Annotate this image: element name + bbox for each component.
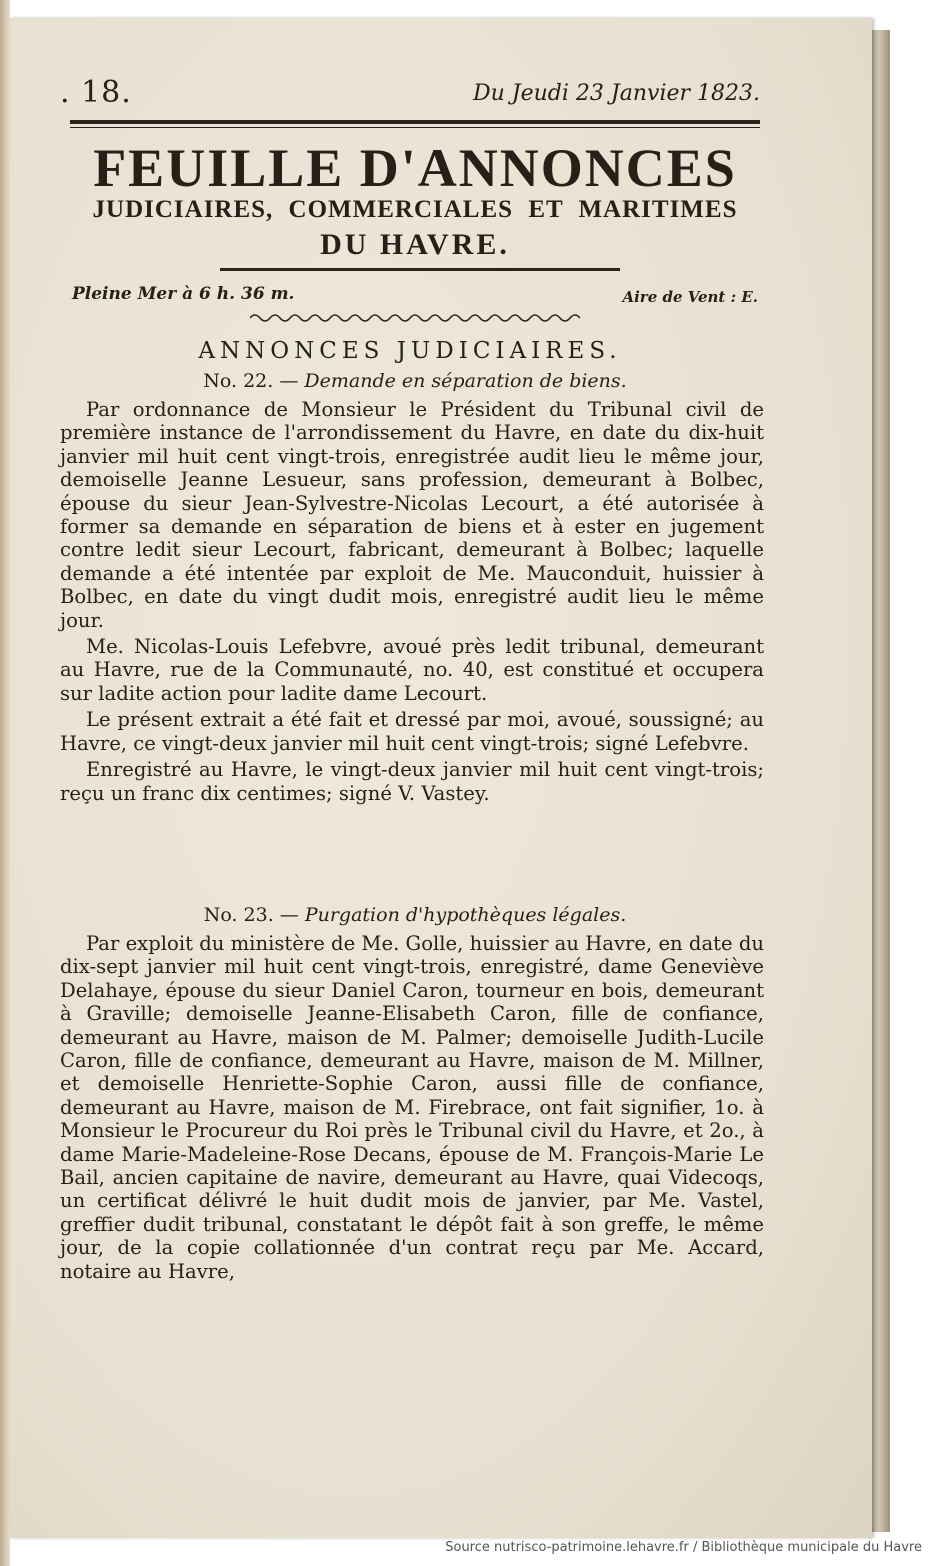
page-number: . 18. <box>60 75 132 110</box>
notice-22-paragraph-4: Enregistré au Havre, le vingt-deux janvier mil huit cent vingt-trois; reçu un franc dix centimes; signé V. Vastey. <box>60 758 764 805</box>
notice-23-title: — Purgation d'hypothèques légales. <box>279 904 627 926</box>
wavy-ornament <box>250 312 580 324</box>
masthead-rule <box>220 268 620 271</box>
notice-23-heading <box>60 904 770 926</box>
header-rule-thin <box>70 127 760 128</box>
notice-22-body <box>60 398 764 808</box>
notice-23-body <box>60 932 764 1286</box>
wind-info: Aire de Vent : E. <box>622 288 758 306</box>
masthead-subtitle: JUDICIAIRES, COMMERCIALES ET MARITIMES <box>92 196 738 223</box>
header-rule-thick <box>70 120 760 124</box>
stacked-page-edges <box>872 30 890 1532</box>
notice-22-heading <box>60 370 770 392</box>
notice-22-title: — Demande en séparation de biens. <box>279 370 627 392</box>
notice-22-paragraph-1: Par ordonnance de Monsieur le Président du Tribunal civil de première instance de l'arrondissement du Havre, en date du dix-huit janvier mil huit cent vingt-trois, enregistrée audit lieu le même jour, demoiselle Jeanne Lesueur, sans profession, demeurant à Bolbec, épouse du sieur Jean-Sylvestre-Nicolas Lecourt, a été autorisée à former sa demande en séparation de biens et à ester en jugement contre ledit sieur Lecourt, fabricant, demeurant à Bolbec; laquelle demande a été intentée par exploit de Me. Mauconduit, huissier à Bolbec, en date du vingt dudit mois, enregistré audit lieu le même jour. <box>60 398 764 632</box>
source-credit: Source nutrisco-patrimoine.lehavre.fr / Bibliothèque municipale du Havre <box>445 1540 922 1555</box>
binding-spine <box>0 0 10 1566</box>
issue-date: Du Jeudi 23 Janvier 1823. <box>473 81 760 106</box>
section-heading: ANNONCES JUDICIAIRES. <box>198 338 622 364</box>
tide-info: Pleine Mer à 6 h. 36 m. <box>72 284 295 304</box>
page-header <box>60 75 760 115</box>
masthead-title: FEUILLE D'ANNONCES <box>93 138 737 198</box>
notice-23-number: No. 23. <box>203 904 274 926</box>
notice-23-paragraph-1: Par exploit du ministère de Me. Golle, huissier au Havre, en date du dix-sept janvier mil huit cent vingt-trois, enregistré, dame Geneviève Delahaye, épouse du sieur Daniel Caron, tourneur en bois, demeurant à Graville; demoiselle Jeanne-Elisabeth Caron, fille de confiance, demeurant au Havre, maison de M. Palmer; demoiselle Judith-Lucile Caron, fille de confiance, demeurant au Havre, maison de M. Millner, et demoiselle Henriette-Sophie Caron, aussi fille de confiance, demeurant au Havre, maison de M. Firebrace, ont fait signifier, 1o. à Monsieur le Procureur du Roi près le Tribunal civil du Havre, et 2o., à dame Marie-Madeleine-Rose Decans, épouse de M. François-Marie Le Bail, ancien capitaine de navire, demeurant au Havre, quai Videcoqs, un certificat délivré le huit dudit mois de janvier, par Me. Vastel, greffier dudit tribunal, constatant le dépôt fait à son greffe, le même jour, de la copie collationnée d'un contrat reçu par Me. Accard, notaire au Havre, <box>60 932 764 1283</box>
masthead-city: DU HAVRE. <box>320 228 510 261</box>
notice-22-paragraph-3: Le présent extrait a été fait et dressé par moi, avoué, soussigné; au Havre, ce vingt-deux janvier mil huit cent vingt-trois; signé Lefebvre. <box>60 708 764 755</box>
notice-22-paragraph-2: Me. Nicolas-Louis Lefebvre, avoué près ledit tribunal, demeurant au Havre, rue de la Communauté, no. 40, est constitué et occupera sur ladite action pour ladite dame Lecourt. <box>60 635 764 705</box>
notice-22-number: No. 22. <box>203 370 274 392</box>
